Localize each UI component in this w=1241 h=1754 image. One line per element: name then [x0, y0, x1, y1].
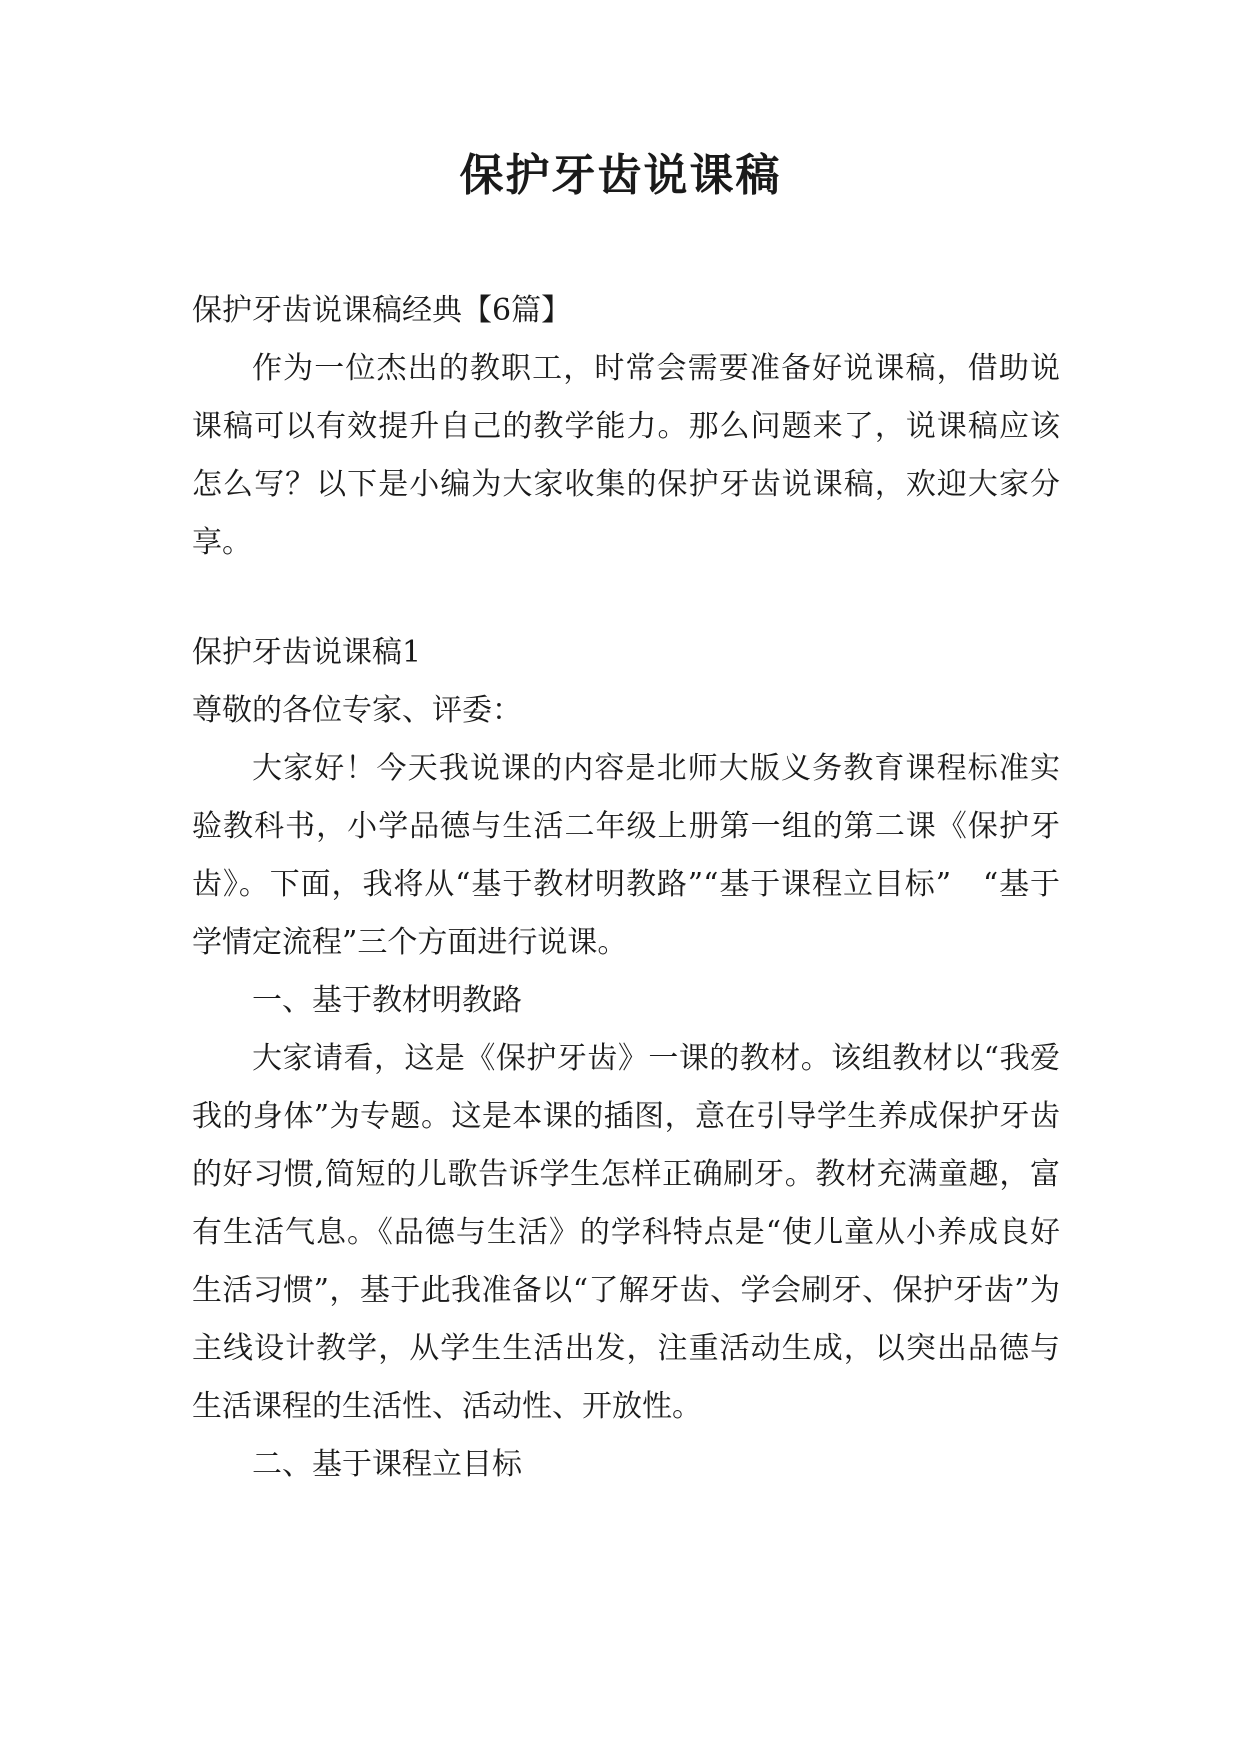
salutation: 尊敬的各位专家、评委： [192, 693, 522, 728]
section-heading: 二、基于课程立目标 [252, 1447, 522, 1482]
section-heading: 一、基于教材明教路 [252, 983, 522, 1018]
document-body [192, 282, 1060, 1494]
section-title: 保护牙齿说课稿1 [192, 635, 422, 670]
section-spacer [192, 572, 1060, 624]
document-subtitle: 保护牙齿说课稿经典【6篇】 [192, 293, 572, 328]
page-title: 保护牙齿说课稿 [459, 150, 782, 201]
body-paragraph: 大家请看，这是《保护牙齿》一课的教材。该组教材以“我爱我的身体”为专题。这是本课的插图，意在引导学生养成保护牙齿的好习惯,简短的儿歌告诉学生怎样正确刷牙。教材充满童趣，富有生活气息。《品德与生活》的学科特点是“使儿童从小养成良好生活习惯”，基于此我准备以“了解牙齿、学会刷牙、保护牙齿”为主线设计教学，从学生生活出发，注重活动生成，以突出品德与生活课程的生活性、活动性、开放性。 [192, 1041, 1060, 1424]
intro-paragraph: 作为一位杰出的教职工，时常会需要准备好说课稿，借助说课稿可以有效提升自己的教学能力。那么问题来了，说课稿应该怎么写？以下是小编为大家收集的保护牙齿说课稿，欢迎大家分享。 [192, 351, 1060, 560]
body-paragraph: 大家好！今天我说课的内容是北师大版义务教育课程标准实验教科书，小学品德与生活二年级上册第一组的第二课《保护牙齿》。下面，我将从“基于教材明教路”“基于课程立目标” “基于学情定流程”三个方面进行说课。 [192, 751, 1060, 960]
